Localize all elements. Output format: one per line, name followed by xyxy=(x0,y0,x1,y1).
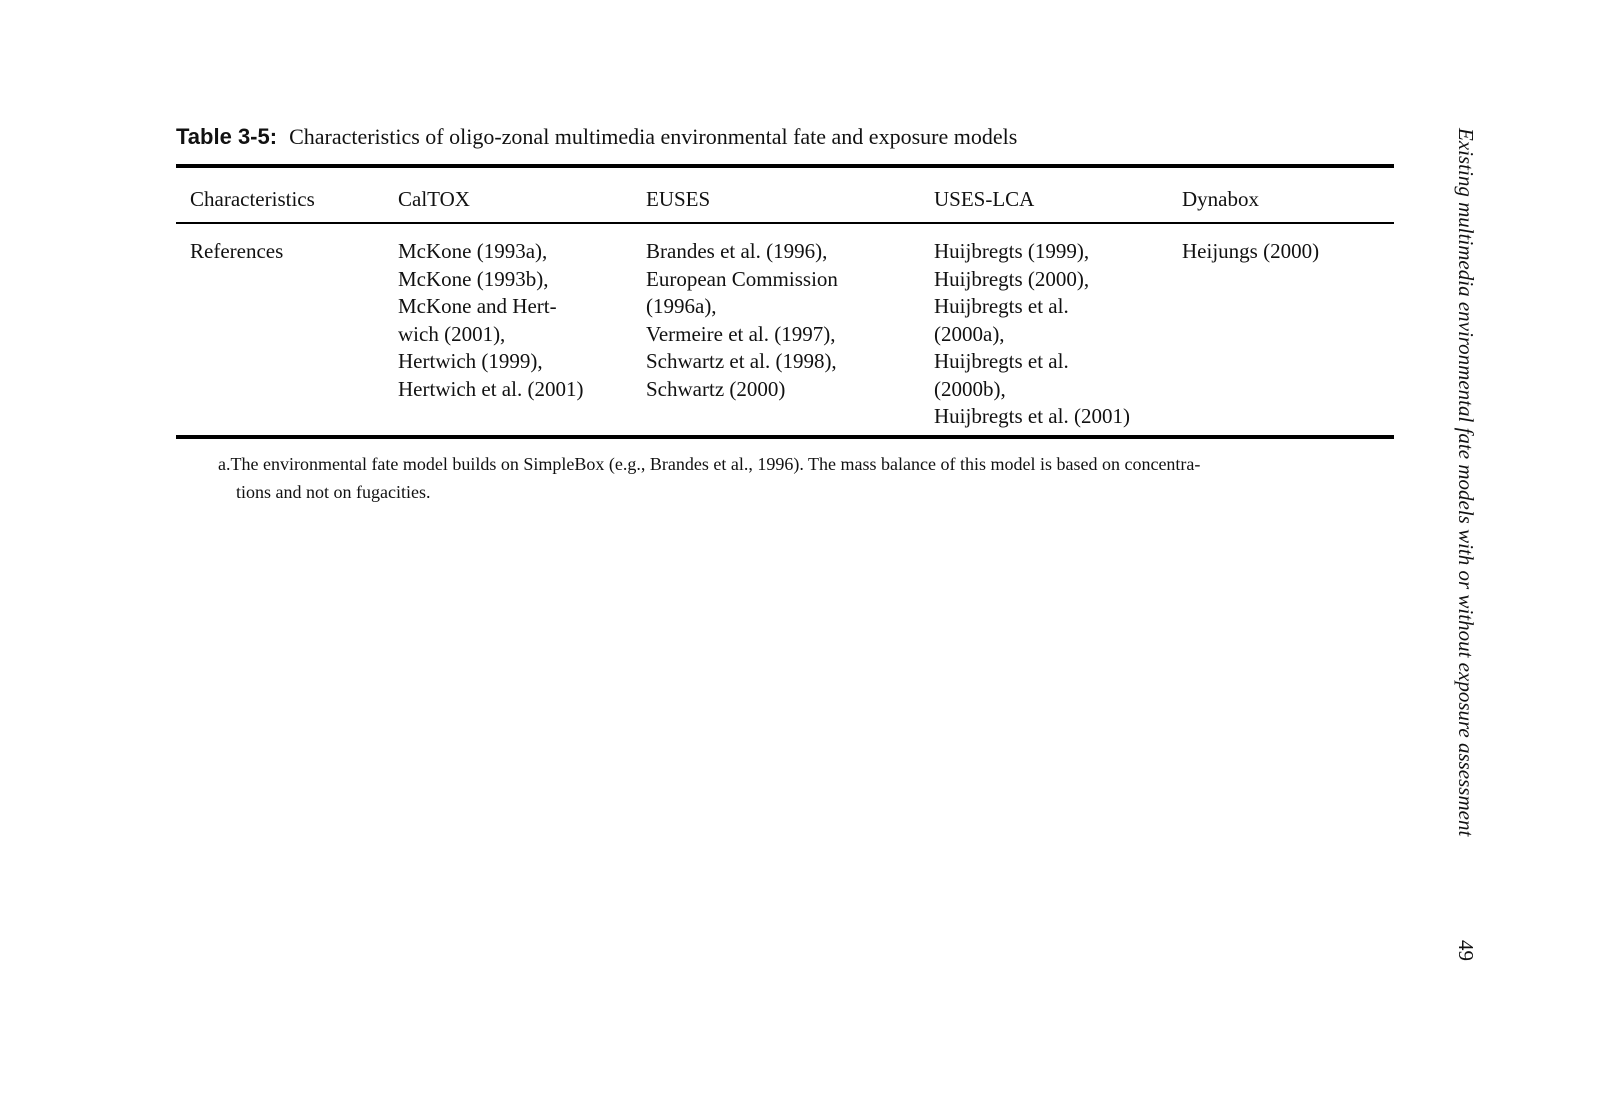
table-header-rule xyxy=(176,222,1394,224)
reference-line: European Commission xyxy=(646,266,838,291)
reference-line: Schwartz et al. (1998), xyxy=(646,349,837,373)
row-label-references: References xyxy=(190,239,284,263)
header-dynabox: Dynabox xyxy=(1182,187,1259,211)
table-footnote xyxy=(218,450,1398,506)
reference-line: Vermeire et al. (1997), xyxy=(646,321,836,346)
page-number: 49 xyxy=(1454,940,1478,961)
running-header: Existing multimedia environmental fate models with or without exposure assessment xyxy=(1454,128,1478,837)
reference-line: (2000b), xyxy=(934,376,1006,401)
reference-line: (1996a), xyxy=(646,294,717,318)
cell-dynabox-references xyxy=(1182,238,1319,266)
footnote-line: a.The environmental fate model builds on SimpleBox (e.g., Brandes et al., 1996). The mass balance of this model is based on concentra- xyxy=(218,454,1201,474)
header-characteristics: Characteristics xyxy=(190,187,315,211)
reference-line: McKone (1993b), xyxy=(398,266,549,291)
reference-line: (2000a), xyxy=(934,321,1005,346)
reference-line: Hertwich et al. (2001) xyxy=(398,376,584,401)
reference-line: Hertwich (1999), xyxy=(398,349,543,373)
footnote-line: tions and not on fugacities. xyxy=(236,482,431,502)
table-label: Table 3-5: xyxy=(176,124,278,149)
reference-line: Huijbregts et al. (2001) xyxy=(934,404,1130,428)
reference-line: McKone (1993a), xyxy=(398,239,548,263)
table-top-rule xyxy=(176,164,1394,168)
reference-line: wich (2001), xyxy=(398,321,506,346)
header-uses-lca: USES-LCA xyxy=(934,187,1035,211)
table-title: Characteristics of oligo-zonal multimedia environmental fate and exposure models xyxy=(289,124,1018,149)
reference-line: Heijungs (2000) xyxy=(1182,239,1320,263)
header-euses: EUSES xyxy=(646,187,711,211)
reference-line: Schwartz (2000) xyxy=(646,376,786,401)
table-bottom-rule xyxy=(176,435,1394,439)
reference-line: Huijbregts et al. xyxy=(934,349,1069,373)
cell-caltox-references xyxy=(398,238,583,403)
reference-line: Brandes et al. (1996), xyxy=(646,239,828,263)
reference-line: McKone and Hert- xyxy=(398,294,557,318)
reference-line: Huijbregts (1999), xyxy=(934,239,1090,263)
table-caption xyxy=(176,124,1017,150)
header-caltox: CalTOX xyxy=(398,187,470,211)
reference-line: Huijbregts (2000), xyxy=(934,266,1090,291)
reference-line: Huijbregts et al. xyxy=(934,294,1069,318)
cell-uses-lca-references xyxy=(934,238,1130,431)
cell-euses-references xyxy=(646,238,838,403)
